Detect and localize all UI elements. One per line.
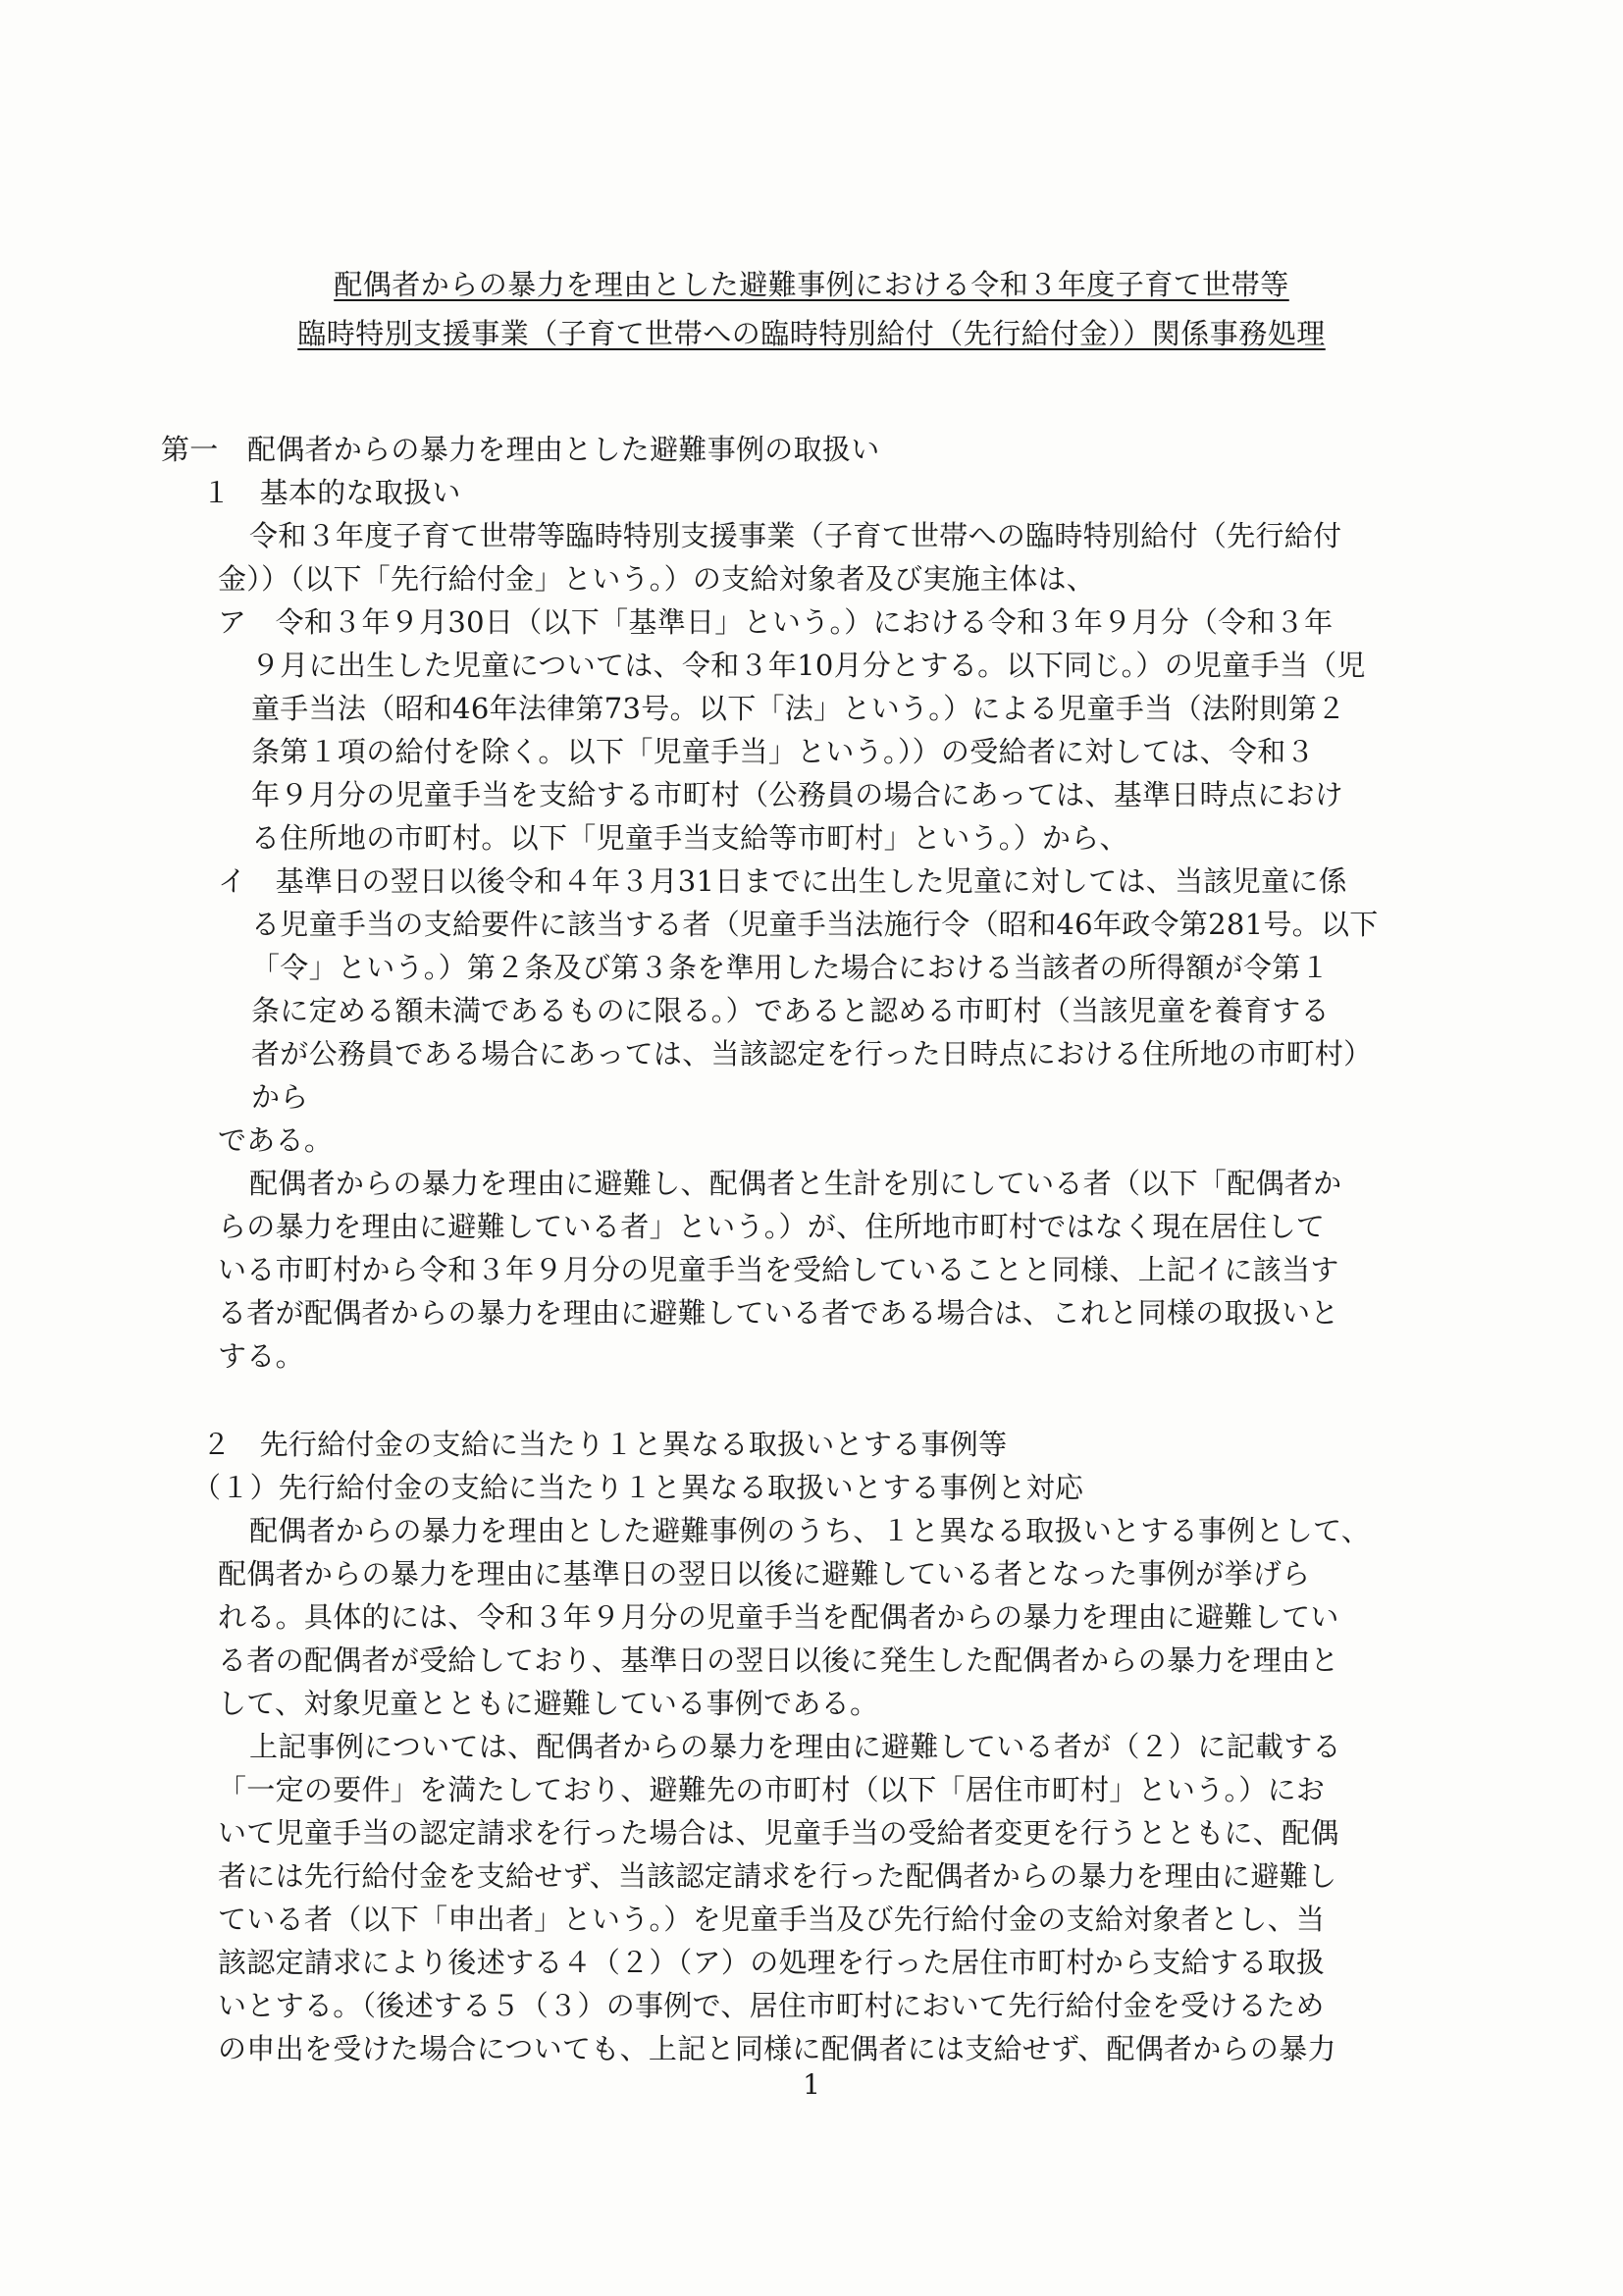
section-heading-1: 第一 配偶者からの暴力を理由とした避難事例の取扱い: [161, 433, 880, 466]
body-line: る児童手当の支給要件に該当する者（児童手当法施行令（昭和46年政令第281号。以下: [251, 908, 1379, 941]
body-line: ア 令和３年９月30日（以下「基準日」という。）における令和３年９月分（令和３年: [218, 605, 1334, 639]
body-line: する。: [218, 1339, 304, 1373]
body-line: れる。具体的には、令和３年９月分の児童手当を配偶者からの暴力を理由に避難してい: [218, 1600, 1339, 1634]
body-line: いる市町村から令和３年９月分の児童手当を受給していることと同様、上記イに該当す: [218, 1253, 1339, 1286]
body-line: いとする。（後述する５（３）の事例で、居住市町村において先行給付金を受けるため: [218, 1989, 1325, 2022]
body-line: 令和３年度子育て世帯等臨時特別支援事業（子育て世帯への臨時特別給付（先行給付: [249, 519, 1342, 552]
sub-subsection-heading: （１）先行給付金の支給に当たり１と異なる取扱いとする事例と対応: [192, 1471, 1084, 1504]
body-line: いて児童手当の認定請求を行った場合は、児童手当の受給者変更を行うとともに、配偶: [218, 1816, 1339, 1850]
body-line: らの暴力を理由に避難している者」という。）が、住所地市町村ではなく現在居住して: [218, 1210, 1326, 1243]
body-line: 年９月分の児童手当を支給する市町村（公務員の場合にあっては、基準日時点におけ: [251, 778, 1344, 811]
body-line: 童手当法（昭和46年法律第73号。以下「法」という。）による児童手当（法附則第２: [251, 692, 1346, 725]
body-line: 条に定める額未満であるものに限る。）であると認める市町村（当該児童を養育する: [251, 994, 1330, 1027]
body-line: ９月に出生した児童については、令和３年10月分とする。以下同じ。）の児童手当（児: [251, 649, 1366, 682]
body-line: 者には先行給付金を支給せず、当該認定請求を行った配偶者からの暴力を理由に避難し: [218, 1859, 1337, 1893]
body-line: 者が公務員である場合にあっては、当該認定を行った日時点における住所地の市町村）: [251, 1037, 1373, 1070]
body-line: る者の配偶者が受給しており、基準日の翌日以後に発生した配偶者からの暴力を理由と: [218, 1644, 1339, 1677]
body-line: 条第１項の給付を除く。以下「児童手当」という。））の受給者に対しては、令和３: [251, 735, 1315, 768]
body-line: 配偶者からの暴力を理由に避難し、配偶者と生計を別にしている者（以下「配偶者か: [249, 1167, 1342, 1200]
body-line: イ 基準日の翌日以後令和４年３月31日までに出生した児童に対しては、当該児童に係: [218, 864, 1347, 898]
body-line: 配偶者からの暴力を理由とした避難事例のうち、１と異なる取扱いとする事例として、: [249, 1514, 1371, 1547]
body-line: の申出を受けた場合についても、上記と同様に配偶者には支給せず、配偶者からの暴力: [218, 2032, 1336, 2065]
page-number: 1: [803, 2068, 820, 2101]
body-line: 配偶者からの暴力を理由に基準日の翌日以後に避難している者となった事例が挙げら: [218, 1557, 1311, 1591]
body-line: る者が配偶者からの暴力を理由に避難している者である場合は、これと同様の取扱いと: [218, 1296, 1339, 1330]
document-title-line-2: 臨時特別支援事業（子育て世帯への臨時特別給付（先行給付金））関係事務処理: [297, 317, 1326, 350]
body-line: ている者（以下「申出者」という。）を児童手当及び先行給付金の支給対象者とし、当: [218, 1903, 1326, 1936]
subsection-heading-1: １ 基本的な取扱い: [202, 476, 461, 509]
body-line: して、対象児童とともに避難している事例である。: [218, 1687, 879, 1720]
body-line: る住所地の市町村。以下「児童手当支給等市町村」という。）から、: [251, 821, 1128, 855]
body-line: 該認定請求により後述する４（２）（ア）の処理を行った居住市町村から支給する取扱: [218, 1946, 1326, 1979]
body-line: から: [251, 1080, 309, 1114]
body-line: 「一定の要件」を満たしており、避難先の市町村（以下「居住市町村」という。）にお: [218, 1773, 1326, 1806]
document-title-line-1: 配偶者からの暴力を理由とした避難事例における令和３年度子育て世帯等: [334, 268, 1289, 301]
body-line: 「令」という。）第２条及び第３条を準用した場合における当該者の所得額が令第１: [251, 951, 1330, 984]
subsection-heading-2: ２ 先行給付金の支給に当たり１と異なる取扱いとする事例等: [202, 1428, 1008, 1461]
body-line: 上記事例については、配偶者からの暴力を理由に避難している者が（２）に記載する: [249, 1730, 1341, 1763]
body-line: 金））（以下「先行給付金」という。）の支給対象者及び実施主体は、: [218, 562, 1096, 596]
body-line: である。: [218, 1123, 334, 1157]
